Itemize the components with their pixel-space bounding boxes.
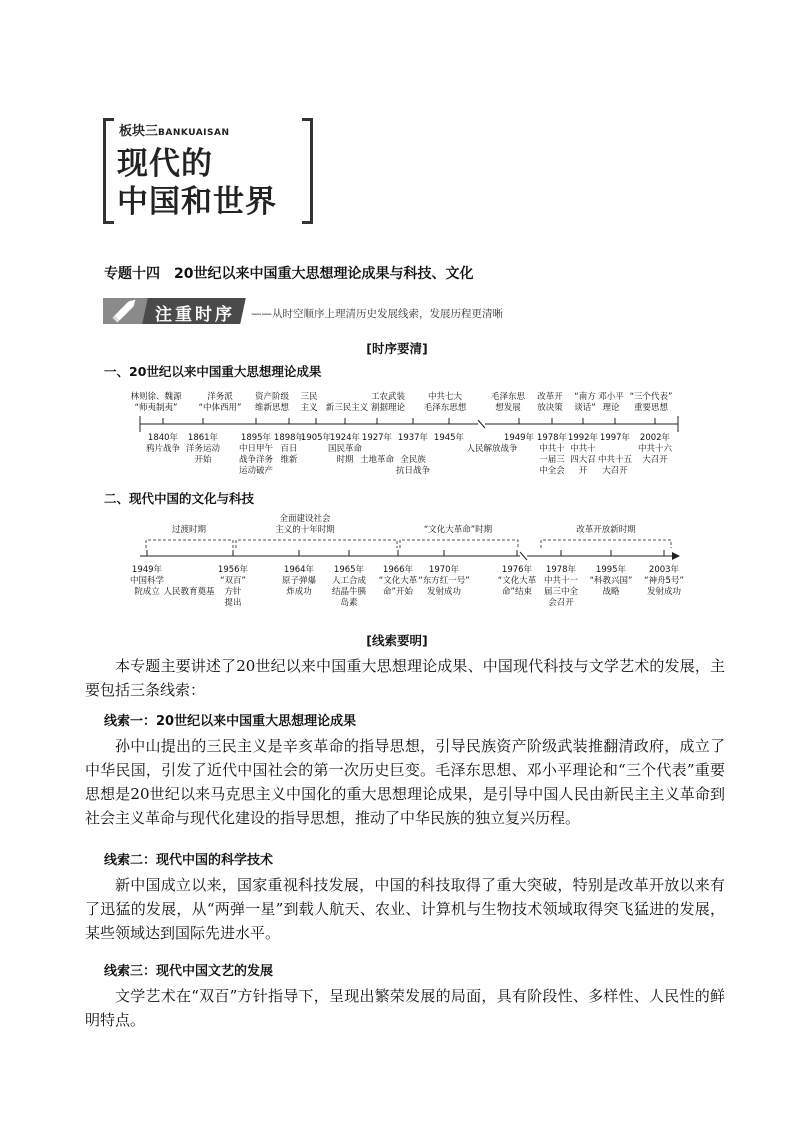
- tl1-top-label-8: 改革开 放决策: [537, 392, 563, 413]
- tl2-bottom-label-10: 2003年 “神舟5号” 发射成功: [644, 565, 684, 597]
- tl1-bottom-label-6: 1927年 土地革命: [359, 433, 395, 465]
- tl1-top-label-5: 工农武装 割据理论: [370, 392, 406, 413]
- tl1-bottom-label-3: 1898年 百日 维新: [273, 433, 305, 465]
- clue3-text: 文学艺术在“双百”方针指导下，呈现出繁荣发展的局面，具有阶段性、多样性、人民性的鲜明特点。: [85, 987, 725, 1029]
- tl2-bottom-label-7: 1976年 “文化大革 命”结束: [497, 565, 537, 597]
- tl2-bottom-label-1: 人民教育奠基: [163, 587, 215, 597]
- part2-heading: 二、现代中国的文化与科技: [104, 491, 255, 506]
- tl2-bottom-label-6: 1970年 “东方红一号” 发射成功: [418, 565, 470, 597]
- tl2-bottom-label-5: 1966年 “文化大革 命”开始: [378, 565, 418, 597]
- clue2-title: 线索二：现代中国的科学技术: [104, 853, 274, 868]
- tl2-period-2: “文化大革命”时期: [423, 525, 493, 535]
- tl1-top-label-3: 三民 主义: [300, 392, 318, 413]
- clue1-text: 孙中山提出的三民主义是辛亥革命的指导思想，引导民族资产阶级武装推翻清政府，成立了中华民国，引发了近代中国社会的第一次历史巨变。毛泽东思想、邓小平理论和“三个代表”重要思想是20世纪以来马克思主义中国化的重大思想理论成果，是引导中国人民由新民主主义革命到社会主义革命与现代化建设的指导思想，推动了中华民族的独立复兴历程。: [85, 737, 725, 827]
- tl2-bottom-label-3: 1964年 原子弹爆 炸成功: [281, 565, 317, 597]
- banner-line-2: 中国和世界: [117, 184, 277, 220]
- part1-heading: 一、20世纪以来中国重大思想理论成果: [104, 364, 322, 379]
- tl1-top-label-1: 洋务派 “中体西用”: [198, 392, 242, 413]
- block-number: 板块三: [119, 124, 159, 139]
- tl1-bottom-label-10: 1949年: [503, 433, 535, 443]
- timeline-heading: [时序要清]: [366, 341, 428, 356]
- tl1-bottom-label-11: 1978年 中共十 一届三 中全会: [536, 433, 568, 476]
- tl1-bottom-label-14: 2002年 中共十六 大召开: [637, 433, 673, 465]
- tl1-bottom-label-0: 1840年 鸦片战争: [145, 433, 181, 454]
- tl1-top-label-6: 中共七大 毛泽东思想: [423, 392, 467, 413]
- tl2-bottom-label-9: 1995年 “科教兴国” 战略: [589, 565, 633, 597]
- tl1-bottom-label-7: 1937年 全民族 抗日战争: [395, 433, 431, 476]
- tl2-bottom-label-2: 1956年 “双百” 方针 提出: [217, 565, 249, 608]
- intro-paragraph: 本专题主要讲述了20世纪以来中国重大思想理论成果、中国现代科技与文学艺术的发展，主要包括三条线索：: [85, 657, 725, 699]
- tl1-top-label-9: “南方 谈话”: [574, 392, 596, 413]
- tl1-top-label-11: “三个代表” 重要思想: [629, 392, 673, 413]
- tl1-bottom-label-5: 1924年 国民革命 时期: [327, 433, 363, 465]
- tl1-bottom-label-13: 1997年 中共十五 大召开: [597, 433, 633, 476]
- tl2-period-3: 改革开放新时期: [576, 525, 636, 535]
- tl1-bottom-label-9: 人民解放战争: [466, 444, 518, 454]
- tl1-bottom-label-12: 1992年 中共十 四大召 开: [567, 433, 599, 476]
- tl1-bottom-label-2: 1895年 中日甲午 战争洋务 运动破产: [238, 433, 274, 476]
- banner-line-1: 现代的: [117, 146, 213, 182]
- tl1-top-label-4: 新三民主义: [325, 403, 369, 413]
- clue2-text: 新中国成立以来，国家重视科技发展，中国的科技取得了重大突破，特别是改革开放以来有了迅猛的发展，从“两弹一星”到载人航天、农业、计算机与生物技术领域取得突飞猛进的发展，某些领域达到国际先进水平。: [85, 876, 725, 942]
- tl2-bottom-label-0: 1949年 中国科学 院成立: [129, 565, 165, 597]
- clue3-title: 线索三：现代中国文艺的发展: [104, 964, 274, 979]
- topic-title: 专题十四 20世纪以来中国重大思想理论成果与科技、文化: [104, 266, 474, 282]
- block-pinyin: BANKUAISAN: [158, 128, 230, 138]
- clues-heading: [线索要明]: [366, 633, 428, 648]
- tl1-top-label-7: 毛泽东思 想发展: [490, 392, 526, 413]
- tl1-bottom-label-1: 1861年 洋务运动 开始: [185, 433, 221, 465]
- tl1-top-label-0: 林则徐、魏源 “师夷制夷”: [130, 392, 182, 413]
- tl2-period-1: 全面建设社会 主义的十年时期: [275, 514, 335, 535]
- tl1-top-label-10: 邓小平 理论: [598, 392, 624, 413]
- tl1-bottom-label-8: 1945年: [433, 433, 465, 443]
- tl2-period-0: 过渡时期: [171, 525, 207, 535]
- tl2-bottom-label-8: 1978年 中共十一 届三中全 会召开: [543, 565, 579, 608]
- tl1-top-label-2: 资产阶级 维新思想: [254, 392, 290, 413]
- section-banner-subtitle: ——从时空顺序上理清历史发展线索，发展历程更清晰: [251, 308, 503, 320]
- clue1-title: 线索一：20世纪以来中国重大思想理论成果: [104, 714, 357, 729]
- section-banner-title: 注重时序: [155, 305, 235, 325]
- tl1-bottom-label-4: 1905年: [300, 433, 332, 443]
- tl2-bottom-label-4: 1965年 人工合成 结晶牛胰 岛素: [331, 565, 367, 608]
